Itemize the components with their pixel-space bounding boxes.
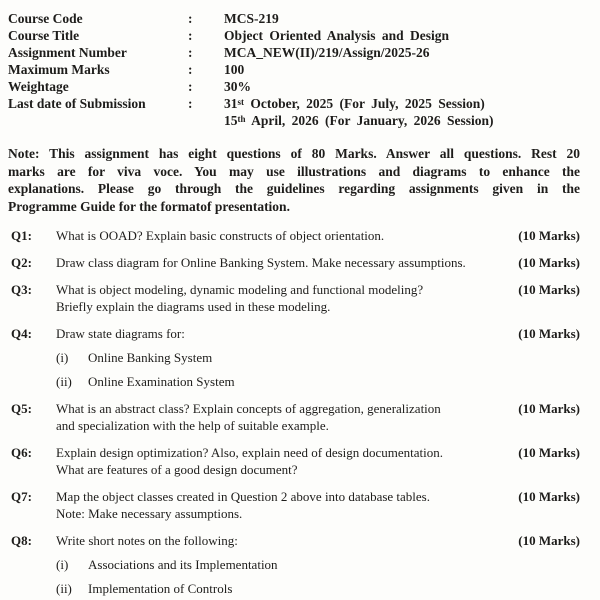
subitem <box>56 556 496 573</box>
question-text <box>56 444 496 478</box>
header-colon: : <box>188 79 193 94</box>
note-paragraph <box>8 145 580 215</box>
date-rest: April, 2026 (For January, 2026 Session) <box>245 113 494 128</box>
marks-label: (10 Marks) <box>518 445 580 460</box>
subitem-label: (ii) <box>56 374 72 389</box>
subitem-label: (ii) <box>56 581 72 596</box>
subitem <box>56 373 496 390</box>
subitem-text: Online Examination System <box>88 374 235 389</box>
question-number: Q8: <box>11 533 32 548</box>
submission-date-line <box>224 112 580 129</box>
question-line: What is OOAD? Explain basic constructs of object orientation. <box>56 228 385 243</box>
question-text <box>56 325 496 390</box>
header-colon: : <box>188 11 193 26</box>
header-label: Weightage <box>8 79 69 94</box>
question-line: and specialization with the help of suitable example. <box>56 418 329 433</box>
header-label: Assignment Number <box>8 45 127 60</box>
date-ordinal: st <box>237 97 244 107</box>
question-line: Map the object classes created in Question 2 above into database tables. <box>56 489 430 504</box>
subitem-label: (i) <box>56 350 69 365</box>
question-line: Explain design optimization? Also, explain need of design documentation. <box>56 445 444 460</box>
question-line: Write short notes on the following: <box>56 533 238 548</box>
course-info-header <box>8 10 580 129</box>
question-text <box>56 254 496 271</box>
header-label: Course Title <box>8 28 80 43</box>
header-value: MCS-219 <box>224 11 279 26</box>
subitem <box>56 349 496 366</box>
subitem-label: (i) <box>56 557 69 572</box>
question-line: What is object modeling, dynamic modeling and functional modeling? <box>56 282 424 297</box>
note-line: marks are for viva voce. You may use illustrations and diagrams to enhance the <box>8 163 580 179</box>
question-text <box>56 400 496 434</box>
question-line: Draw state diagrams for: <box>56 326 185 341</box>
question-text <box>56 488 496 522</box>
marks-label: (10 Marks) <box>518 255 580 270</box>
question-number: Q4: <box>11 326 32 341</box>
subitem <box>56 580 496 597</box>
note-line: explanations. Please go through the guidelines regarding assignments given in the <box>8 181 580 196</box>
question-q2 <box>11 254 580 271</box>
subitem-text: Associations and its Implementation <box>88 557 278 572</box>
question-subitems <box>56 349 496 390</box>
submission-dates <box>224 95 580 129</box>
header-value: Object Oriented Analysis and Design <box>224 28 450 43</box>
header-value: 100 <box>224 62 245 77</box>
question-number: Q2: <box>11 255 32 270</box>
header-colon: : <box>188 96 193 111</box>
header-colon: : <box>188 28 193 43</box>
date-rest: October, 2025 (For July, 2025 Session) <box>244 96 485 111</box>
question-line: What are features of a good design document? <box>56 462 298 477</box>
header-colon: : <box>188 62 193 77</box>
header-colon: : <box>188 45 193 60</box>
question-line: Briefly explain the diagrams used in these modeling. <box>56 299 331 314</box>
questions-list <box>11 227 580 597</box>
question-q4 <box>11 325 580 390</box>
header-value: 30% <box>224 79 251 94</box>
date-day: 31 <box>224 96 238 111</box>
header-value: MCA_NEW(II)/219/Assign/2025-26 <box>224 45 430 60</box>
marks-label: (10 Marks) <box>518 326 580 341</box>
date-day: 15 <box>224 113 238 128</box>
date-ordinal: th <box>237 114 246 124</box>
marks-label: (10 Marks) <box>518 489 580 504</box>
question-number: Q5: <box>11 401 32 416</box>
header-label: Maximum Marks <box>8 62 110 77</box>
subitem-text: Online Banking System <box>88 350 213 365</box>
marks-label: (10 Marks) <box>518 282 580 297</box>
question-text <box>56 281 496 315</box>
question-number: Q7: <box>11 489 32 504</box>
subitem-text: Implementation of Controls <box>88 581 233 596</box>
question-text <box>56 227 496 244</box>
note-line: Note: This assignment has eight questions of 80 Marks. Answer all questions. Rest 20 <box>8 146 580 161</box>
question-q8 <box>11 532 580 597</box>
question-subitems <box>56 556 496 597</box>
question-number: Q6: <box>11 445 32 460</box>
question-q7 <box>11 488 580 522</box>
question-line: Draw class diagram for Online Banking System. Make necessary assumptions. <box>56 255 466 270</box>
marks-label: (10 Marks) <box>518 228 580 243</box>
question-line: What is an abstract class? Explain concepts of aggregation, generalization <box>56 401 441 416</box>
note-line: Programme Guide for the formatof presentation. <box>8 198 290 214</box>
question-number: Q1: <box>11 228 32 243</box>
question-q5 <box>11 400 580 434</box>
header-label: Course Code <box>8 11 83 26</box>
question-q3 <box>11 281 580 315</box>
marks-label: (10 Marks) <box>518 401 580 416</box>
question-q6 <box>11 444 580 478</box>
question-line: Note: Make necessary assumptions. <box>56 506 243 521</box>
question-number: Q3: <box>11 282 32 297</box>
question-q1 <box>11 227 580 244</box>
marks-label: (10 Marks) <box>518 533 580 548</box>
submission-date-line <box>224 95 580 112</box>
header-label: Last date of Submission <box>8 96 146 111</box>
question-text <box>56 532 496 597</box>
